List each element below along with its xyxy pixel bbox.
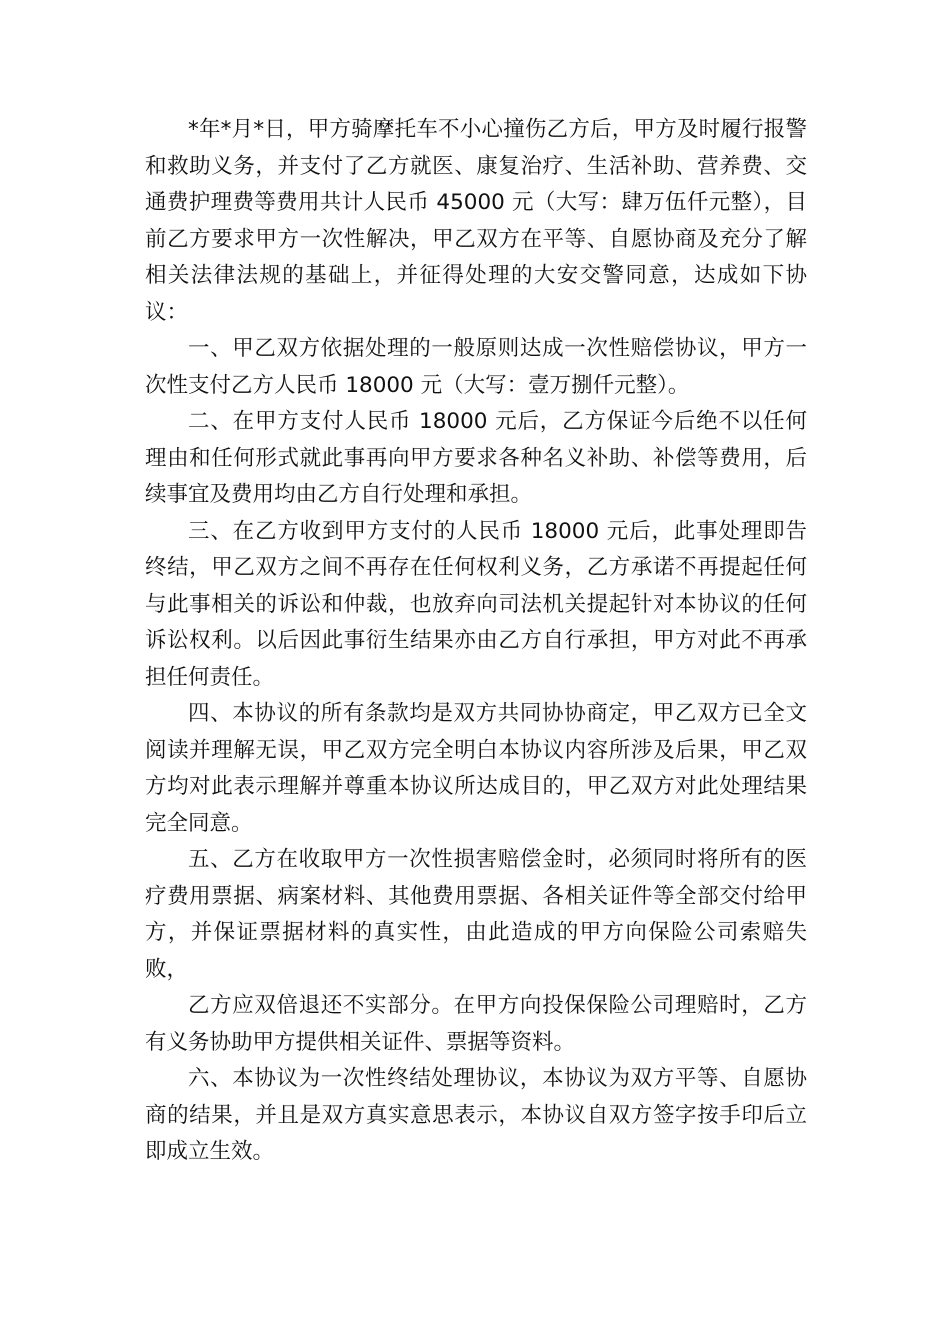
preamble-paragraph: *年*月*日，甲方骑摩托车不小心撞伤乙方后，甲方及时履行报警和救助义务，并支付了乙方就医、康复治疗、生活补助、营养费、交通费护理费等费用共计人民币 45000 元（大写：肆万伍仟元整），目前乙方要求甲方一次性解决，甲乙双方在平等、自愿协商及充分了解相关法律法规的基础上，并征得处理的大安交警同意，达成如下协议：	[145, 117, 807, 325]
clause-1-paragraph: 一、甲乙双方依据处理的一般原则达成一次性赔偿协议，甲方一次性支付乙方人民币 18000 元（大写：壹万捌仟元整）。	[145, 336, 807, 398]
clause-5-paragraph: 五、乙方在收取甲方一次性损害赔偿金时，必须同时将所有的医疗费用票据、病案材料、其他费用票据、各相关证件等全部交付给甲方，并保证票据材料的真实性，由此造成的甲方向保险公司索赔失败，	[145, 847, 807, 982]
clause-6-paragraph: 六、本协议为一次性终结处理协议，本协议为双方平等、自愿协商的结果，并且是双方真实意思表示，本协议自双方签字按手印后立即成立生效。	[145, 1066, 807, 1164]
clause-4-paragraph: 四、本协议的所有条款均是双方共同协协商定，甲乙双方已全文阅读并理解无误，甲乙双方完全明白本协议内容所涉及后果，甲乙双方均对此表示理解并尊重本协议所达成目的，甲乙双方对此处理结果完全同意。	[145, 701, 807, 836]
clause-3-paragraph: 三、在乙方收到甲方支付的人民币 18000 元后，此事处理即告终结，甲乙双方之间不再存在任何权利义务，乙方承诺不再提起任何与此事相关的诉讼和仲裁，也放弃向司法机关提起针对本协议的任何诉讼权利。以后因此事衍生结果亦由乙方自行承担，甲方对此不再承担任何责任。	[145, 518, 807, 690]
clause-2-paragraph: 二、在甲方支付人民币 18000 元后，乙方保证今后绝不以任何理由和任何形式就此事再向甲方要求各种名义补助、补偿等费用，后续事宜及费用均由乙方自行处理和承担。	[145, 409, 807, 507]
clause-5-continuation-paragraph: 乙方应双倍退还不实部分。在甲方向投保保险公司理赔时，乙方有义务协助甲方提供相关证件、票据等资料。	[145, 993, 807, 1055]
document-page	[145, 112, 807, 1171]
